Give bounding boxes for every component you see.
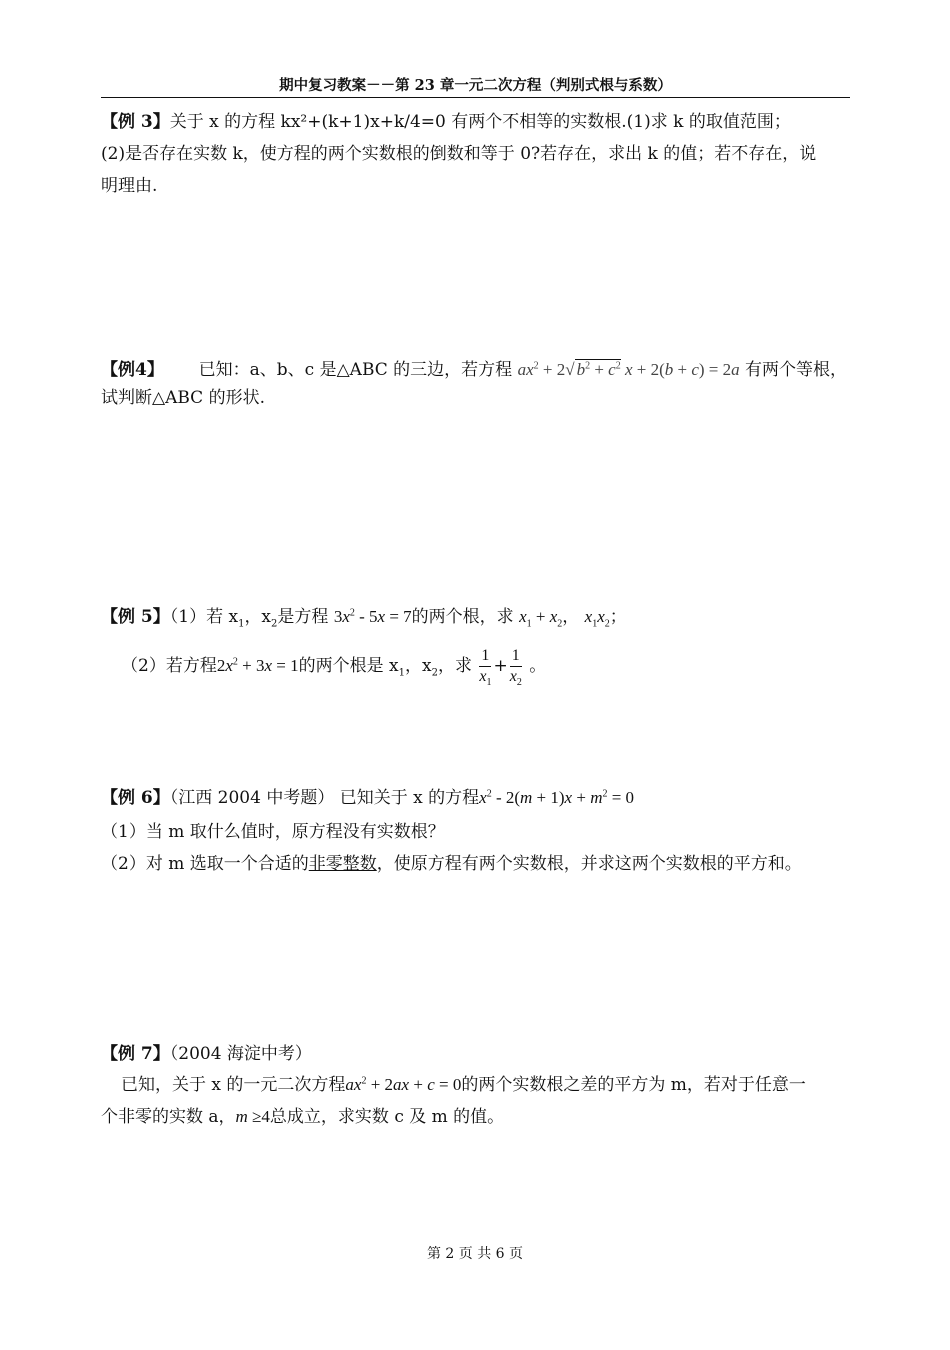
page-header-title: 期中复习教案－－第 23 章一元二次方程（判别式根与系数）	[279, 77, 672, 94]
example-5-line-1: 【例 5】（1）若 $x_1$，$x_2$是方程 $3x^2 - 5x = 7$的两个根，求 $x_1 + x_2$， $x_1x_2$；	[101, 607, 627, 630]
example-5-q2-mid: 的两个根是 x	[298, 656, 399, 676]
example-7-line-1	[101, 1042, 312, 1066]
example-7-text-3-pre: 个非零的实数 a，	[101, 1107, 236, 1127]
example-4-tail: 有两个等根，	[745, 360, 848, 380]
example-6-intro: 已知关于 x 的方程	[339, 788, 480, 808]
example-5-q1-after: 的两个根，求	[411, 607, 514, 627]
example-5-fraction-1: $\frac{1}{x_1}$	[479, 647, 492, 689]
example-4-line-2: 试判断△ABC 的形状.	[101, 388, 265, 408]
example-6-line-1	[101, 786, 634, 810]
example-3-line-2: (2)是否存在实数 k，使方程的两个实数根的倒数和等于 0?若存在，求出 k 的值；若不存在，说	[101, 144, 817, 164]
example-5-sum-expr: $x_1 + x_2$	[519, 607, 563, 630]
example-5-q2-prefix: （2）若方程	[121, 656, 217, 676]
example-7-source: （2004 海淀中考）	[169, 1044, 312, 1064]
example-5-fraction-2: $\frac{1}{x_2}$	[509, 647, 522, 689]
example-7-condition: m ≥4	[235, 1107, 270, 1126]
example-7-text-pre: 已知，关于 x 的一元二次方程	[121, 1075, 346, 1095]
example-5-equation-1: $3x^2 - 5x = 7$	[333, 607, 412, 626]
example-3-line-1	[101, 110, 791, 134]
example-3-tag: 【例 3】	[101, 112, 170, 132]
example-6-source: （江西 2004 中考题）	[169, 788, 335, 808]
example-4-line-1	[101, 358, 847, 382]
example-7-text-3-post: 总成立，求实数 c 及 m 的值。	[269, 1107, 505, 1127]
example-7-line-3	[101, 1105, 504, 1129]
example-6-line-3	[101, 852, 802, 876]
example-7-line-2	[121, 1073, 806, 1097]
page-footer: 第 2 页 共 6 页	[426, 1246, 524, 1262]
example-4-equation: $ax^2 + 2√$ $b^2 + c^2$ x + 2(b + c) = 2a	[517, 360, 740, 379]
example-5-equation-2: $2x^2 + 3x = 1$	[216, 656, 299, 675]
example-7-text-post: 的两个实数根之差的平方为 m，若对于任意一	[461, 1075, 806, 1095]
example-3-text-1: 关于 x 的方程 kx²+(k+1)x+k/4=0 有两个不相等的实数根.(1)求 k 的取值范围；	[169, 112, 791, 132]
example-5-end: 。	[529, 656, 547, 676]
example-5-q2-mid2: ，x	[404, 656, 432, 676]
example-4-intro: 已知：a、b、c 是△ABC 的三边，若方程	[198, 360, 513, 380]
example-5-product-expr: $x_1x_2$	[584, 607, 610, 630]
example-6-tag: 【例 6】	[101, 788, 170, 808]
example-5-line-2: （2）若方程$2x^2 + 3x = 1$的两个根是 $x_1$，$x_2$，求 $\frac{1}{x_1}$ + $\frac{1}{x_2}$ 。	[121, 647, 547, 689]
example-5-q1-sep: ，x	[244, 607, 272, 627]
example-5-tag: 【例 5】	[101, 607, 170, 627]
example-3-line-3: 明理由.	[101, 176, 158, 196]
example-5-q2-ask: ，求	[437, 656, 472, 676]
example-5-q1-text: 是方程	[277, 607, 329, 627]
example-6-text-post: ，使原方程有两个实数根，并求这两个实数根的平方和。	[376, 854, 802, 874]
example-6-underlined: 非零整数	[308, 854, 377, 874]
example-7-equation: $ax^2 + 2ax + c = 0$	[345, 1075, 462, 1094]
header-rule	[101, 97, 850, 98]
example-7-tag: 【例 7】	[101, 1044, 170, 1064]
example-4-tag: 【例4】	[101, 360, 164, 380]
example-5-q1-prefix: （1）若 x	[169, 607, 239, 627]
example-6-equation: $x^2 - 2(m + 1)x + m^2 = 0$	[479, 788, 635, 807]
example-6-text-pre: （2）对 m 选取一个合适的	[101, 854, 309, 874]
example-6-line-2: （1）当 m 取什么值时，原方程没有实数根？	[101, 822, 445, 842]
